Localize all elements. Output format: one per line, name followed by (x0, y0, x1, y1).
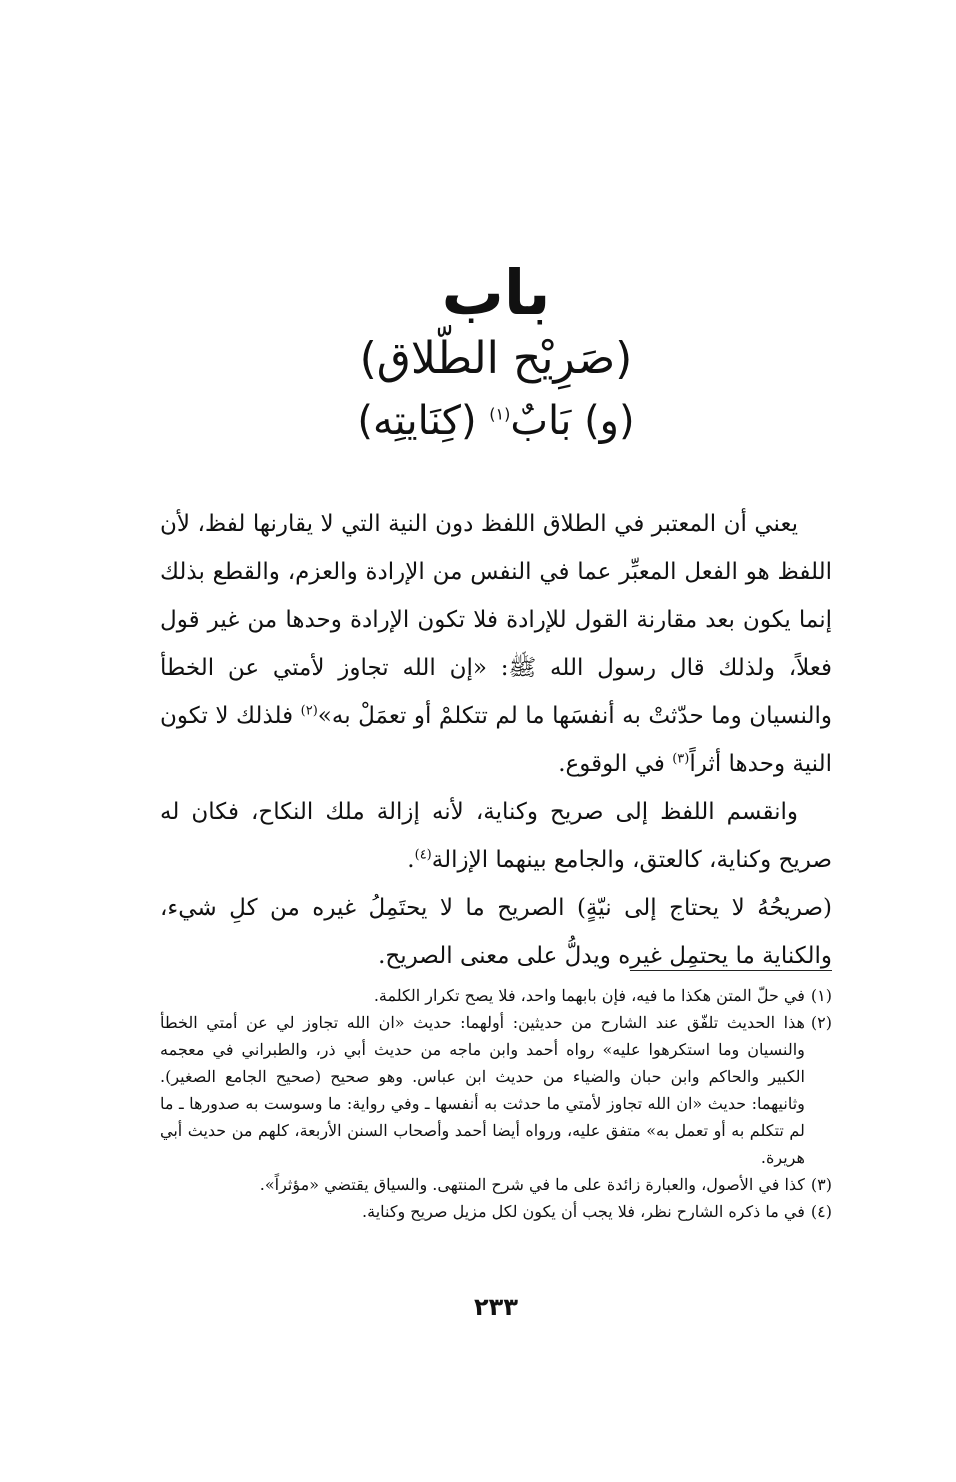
footnote-1 (160, 982, 832, 1009)
footnote-text: هذا الحديث تلفّق عند الشارح من حديثين: أولهما: حديث «ان الله تجاوز لي عن أمتي الخطأ والنسيان وما استكرهوا عليه» رواه أحمد وابن ماجه من حديث أبي ذر، والطبراني في معجمه الكبير والحاكم وابن حبان والضياء من حديث ابن عباس. وهو صحيح (صحيح الجامع الصغير). وثانيهما: حديث «ان الله تجاوز لأمتي ما حدثت به أنفسها ـ وفي رواية: ما وسوست به صدورها ـ ما لم تتكلم به أو تعمل به» متفق عليه، ورواه أيضا أحمد وأصحاب السنن الأربعة، كلهم من حديث أبي هريرة. (160, 1013, 805, 1167)
paragraph-2-text-b: . (407, 847, 415, 873)
footnote-ref-3[interactable]: (٣) (672, 751, 690, 767)
footnote-text: في حلّ المتن هكذا ما فيه، فإن بابهما واحد، فلا يصح تكرار الكلمة. (373, 986, 805, 1005)
footnote-number: (٣) (810, 1175, 832, 1194)
body-paragraph-1 (160, 500, 832, 788)
body-text (160, 500, 832, 980)
subtitle-text: (و) بَابٌ (510, 398, 635, 444)
footnote-number: (٤) (810, 1202, 832, 1221)
paragraph-1-text-a: يعني أن المعتبر في الطلاق اللفظ دون النية التي لا يقارنها لفظ، لأن اللفظ هو الفعل المعبِّر عما في النفس من الإرادة والعزم، والقطع بذلك إنما يكون بعد مقارنة القول للإرادة فلا تكون الإرادة وحدها من غير قول فعلاً، ولذلك قال رسول الله ﷺ: «إن الله تجاوز لأمتي عن الخطأ والنسيان وما حدّثتْ به أنفسَها ما لم تتكلمْ أو تعمَلْ به» (160, 511, 833, 729)
footnote-ref-2[interactable]: (٢) (300, 703, 318, 719)
footnote-3 (160, 1171, 832, 1198)
body-paragraph-3: (صريحُهُ لا يحتاج إلى نيّةٍ) الصريح ما لا يحتَمِلُ غيره من كلِ شيء، والكناية ما يحتمِل غيره ويدلُّ على معنى الصريح. (160, 895, 832, 969)
body-paragraph-2 (160, 788, 832, 884)
paragraph-1-text-c: في الوقوع. (558, 751, 673, 777)
footnotes (160, 982, 832, 1225)
chapter-heading-bab: باب (441, 256, 551, 329)
footnote-divider (630, 970, 832, 971)
chapter-heading-subtitle (160, 390, 832, 452)
chapter-heading (160, 258, 832, 452)
footnote-ref-1[interactable]: (١) (489, 404, 511, 424)
footnote-2 (160, 1009, 832, 1171)
footnote-number: (٢) (810, 1013, 832, 1032)
footnote-ref-4[interactable]: (٤) (414, 847, 432, 863)
footnote-text: كذا في الأصول، والعبارة زائدة على ما في شرح المنتهى. والسياق يقتضي «مؤثراً». (259, 1175, 805, 1194)
footnote-4 (160, 1198, 832, 1225)
chapter-heading-title: (صَرِيْح الطّلاق) (359, 333, 633, 384)
footnote-number: (١) (810, 986, 832, 1005)
footnote-text: في ما ذكره الشارح نظر، فلا يجب أن يكون لكل مزيل صريح وكناية. (362, 1202, 805, 1221)
paragraph-2-text-a: وانقسم اللفظ إلى صريح وكناية، لأنه إزالة ملك النكاح، فكان له صريح وكناية، كالعتق، والجامع بينهما الإزالة (160, 799, 832, 873)
subtitle-kinaya: (كِنَايتِه) (357, 398, 477, 444)
paragraph-1-text-b: فلذلك لا تكون النية وحدها أثراً (160, 703, 832, 777)
page-number: ٢٣٣ (474, 1293, 518, 1321)
